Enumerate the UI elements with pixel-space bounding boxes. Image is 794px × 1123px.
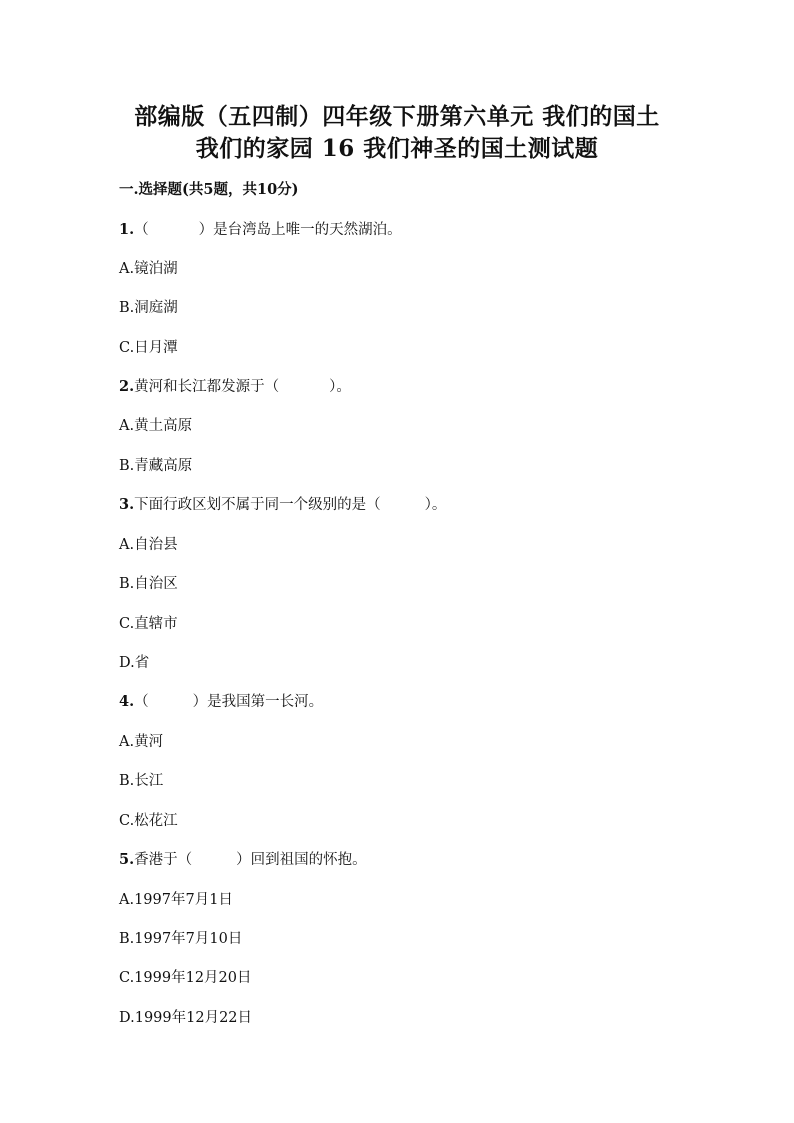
question-number: 4. xyxy=(119,693,135,710)
option-3d: D.省 xyxy=(119,655,150,671)
question-text-before: 香港于（ xyxy=(134,852,193,868)
question-3 xyxy=(119,493,446,514)
question-number: 1. xyxy=(119,221,135,238)
question-text-before: （ xyxy=(134,694,149,710)
question-number: 3. xyxy=(119,496,135,513)
option-5d: D.1999年12月22日 xyxy=(119,1010,253,1026)
option-5b: B.1997年7月10日 xyxy=(119,931,243,947)
question-text-after: ）是台湾岛上唯一的天然湖泊。 xyxy=(198,222,402,238)
question-text-after: ）回到祖国的怀抱。 xyxy=(236,852,367,868)
option-1b: B.洞庭湖 xyxy=(119,300,178,316)
option-4b: B.长江 xyxy=(119,773,164,789)
option-5a: A.1997年7月1日 xyxy=(119,892,233,908)
question-1 xyxy=(119,218,402,239)
question-text-before: 黄河和长江都发源于（ xyxy=(134,379,280,395)
document-title-line-1: 部编版（五四制）四年级下册第六单元 我们的国土 xyxy=(134,103,660,130)
question-4 xyxy=(119,690,323,711)
section-heading: 一.选择题(共5题，共10分) xyxy=(119,181,299,198)
question-text-before: 下面行政区划不属于同一个级别的是（ xyxy=(134,497,381,513)
option-1c: C.日月潭 xyxy=(119,340,178,356)
question-text-after: ）。 xyxy=(329,379,351,395)
option-2b: B.青藏高原 xyxy=(119,458,193,474)
question-text-before: （ xyxy=(134,222,149,238)
option-4c: C.松花江 xyxy=(119,813,178,829)
question-text-after: ）是我国第一长河。 xyxy=(192,694,324,710)
question-number: 2. xyxy=(119,378,135,395)
option-1a: A.镜泊湖 xyxy=(119,261,178,277)
question-5 xyxy=(119,848,367,869)
question-number: 5. xyxy=(119,851,135,868)
option-3a: A.自治县 xyxy=(119,537,178,553)
question-2 xyxy=(119,375,351,396)
option-3b: B.自治区 xyxy=(119,576,178,592)
option-3c: C.直辖市 xyxy=(119,616,178,632)
option-4a: A.黄河 xyxy=(119,734,164,750)
document-title-line-2: 我们的家园 16 我们神圣的国土测试题 xyxy=(195,135,599,162)
question-text-after: ）。 xyxy=(424,497,447,513)
option-2a: A.黄土高原 xyxy=(119,418,193,434)
option-5c: C.1999年12月20日 xyxy=(119,970,252,986)
